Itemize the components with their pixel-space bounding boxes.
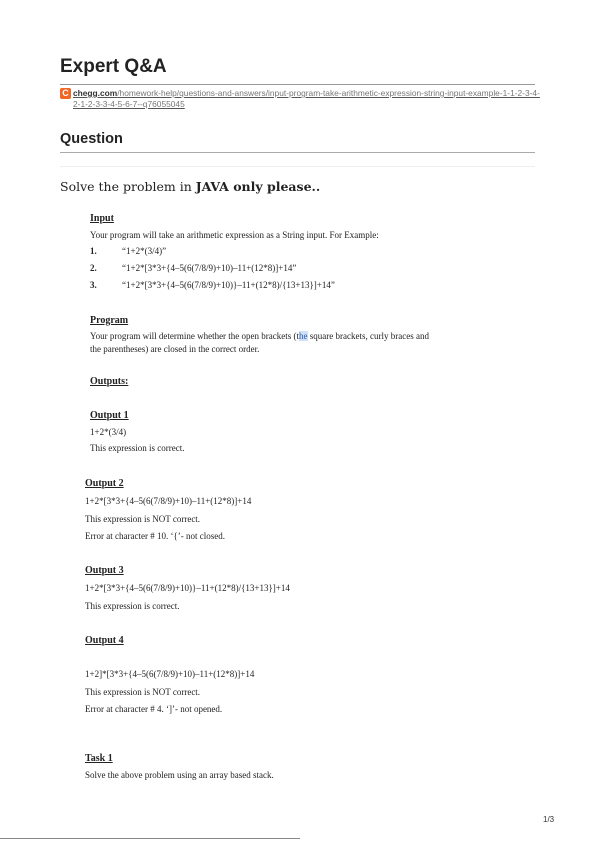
program-text-line2: the parentheses) are closed in the correct order. <box>90 344 260 354</box>
output3-heading: Output 3 <box>85 565 124 576</box>
list-item-expression: “1+2*(3/4)” <box>122 246 167 256</box>
output3-expression: 1+2*[3*3+{4–5(6(7/8/9)+10)}–11+(12*8)/{13+13}]+14 <box>85 583 290 593</box>
list-item-number: 2. <box>90 263 97 273</box>
output2-result: This expression is NOT correct. <box>85 514 201 524</box>
output1-result: This expression is correct. <box>90 443 185 453</box>
outputs-heading: Outputs: <box>90 376 129 387</box>
list-item-number: 1. <box>90 246 97 256</box>
input-heading: Input <box>90 213 114 224</box>
output1-expression: 1+2*(3/4) <box>90 427 127 437</box>
program-text-part: square brackets, curly braces and <box>307 331 429 341</box>
task1-heading: Task 1 <box>85 753 113 764</box>
input-text: Your program will take an arithmetic expression as a String input. For Example: <box>90 230 379 240</box>
question-intro <box>60 179 320 194</box>
url-path: /homework-help/questions-and-answers/input-program-take-arithmetic-expression-string-input-example-1-1-2-3-4-2-1-2-3-3-4-5-6-7--q76055045 <box>73 88 540 109</box>
question-divider <box>60 152 535 153</box>
chegg-logo-icon: C <box>60 88 71 99</box>
program-heading: Program <box>90 315 129 326</box>
program-text-part: Your program will determine whether the open brackets (t <box>90 331 300 341</box>
list-item <box>90 245 510 258</box>
list-item-expression: “1+2*[3*3+{4–5(6(7/8/9)+10)–11+(12*8)]+14” <box>122 263 297 273</box>
intro-text: Solve the problem in <box>60 179 196 194</box>
list-item <box>90 262 510 275</box>
output2-error: Error at character # 10. ‘{’- not closed. <box>85 531 226 541</box>
output4-expression: 1+2]*[3*3+{4–5(6(7/8/9)+10)–11+(12*8)]+14 <box>85 669 255 679</box>
task1-text: Solve the above problem using an array based stack. <box>85 770 274 780</box>
list-item <box>90 279 510 292</box>
output1-heading: Output 1 <box>90 410 129 421</box>
output2-heading: Output 2 <box>85 478 124 489</box>
output4-error: Error at character # 4. ‘]’- not opened. <box>85 704 223 714</box>
intro-bold-text: JAVA only please.. <box>195 179 321 194</box>
output3-result: This expression is correct. <box>85 601 180 611</box>
output4-heading: Output 4 <box>85 635 124 646</box>
list-item-expression: “1+2*[3*3+{4–5(6(7/8/9)+10)}–11+(12*8)/{13+13}]+14” <box>122 280 335 290</box>
output2-expression: 1+2*[3*3+{4–5(6(7/8/9)+10)–11+(12*8)]+14 <box>85 496 252 506</box>
program-text-highlight: he <box>299 331 308 341</box>
footer-divider <box>0 838 300 839</box>
page-number: 1/3 <box>543 815 555 824</box>
question-heading: Question <box>60 131 123 147</box>
page-title: Expert Q&A <box>60 56 167 77</box>
output4-result: This expression is NOT correct. <box>85 687 201 697</box>
program-text-line1 <box>90 330 520 343</box>
list-item-number: 3. <box>90 280 97 290</box>
question-subdivider <box>60 166 535 167</box>
source-url-link[interactable] <box>73 88 541 110</box>
url-domain: chegg.com <box>73 88 118 98</box>
title-divider <box>60 84 535 85</box>
